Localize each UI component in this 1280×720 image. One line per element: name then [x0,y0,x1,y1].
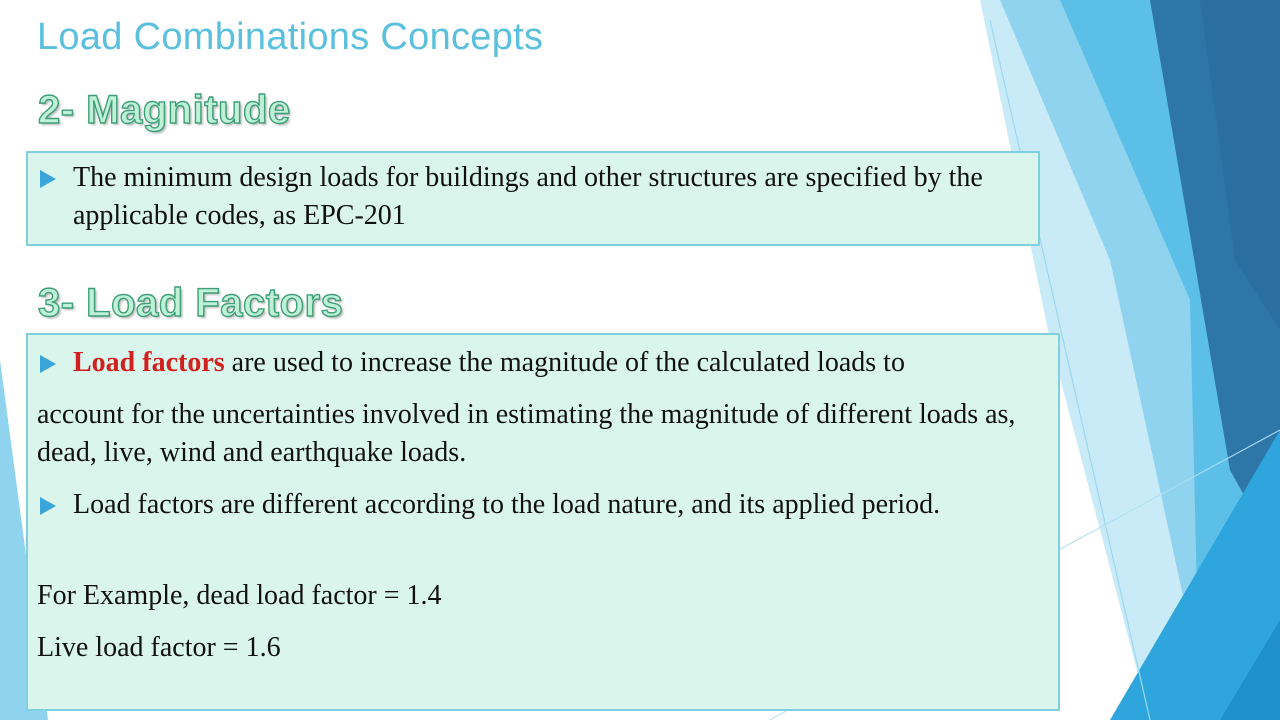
load-factors-continuation: account for the uncertainties involved in estimating the magnitude of different loads as, dead, live, wind and earthquake loads. [37,399,1016,468]
example-dead-load: For Example, dead load factor = 1.4 [37,580,442,611]
load-factors-bullet-2: Load factors are different according to the load nature, and its applied period. [73,489,941,520]
load-factors-highlight: Load factors [73,347,225,378]
bullet-arrow-icon [40,497,56,515]
magnitude-box [26,151,1040,246]
load-factors-box [26,333,1060,711]
heading-magnitude: 2- Magnitude [38,88,291,132]
example-live-load: Live load factor = 1.6 [37,632,281,663]
heading-load-factors: 3- Load Factors [38,281,344,325]
slide-title: Load Combinations Concepts [37,16,544,58]
load-factors-bullet-1-rest: are used to increase the magnitude of the calculated loads to [224,347,905,378]
bullet-arrow-icon [40,355,56,373]
magnitude-bullet-text: The minimum design loads for buildings and other structures are specified by the applicable codes, as EPC-201 [73,162,983,231]
load-factors-bullet-1 [73,344,1048,382]
bullet-arrow-icon [40,170,56,188]
